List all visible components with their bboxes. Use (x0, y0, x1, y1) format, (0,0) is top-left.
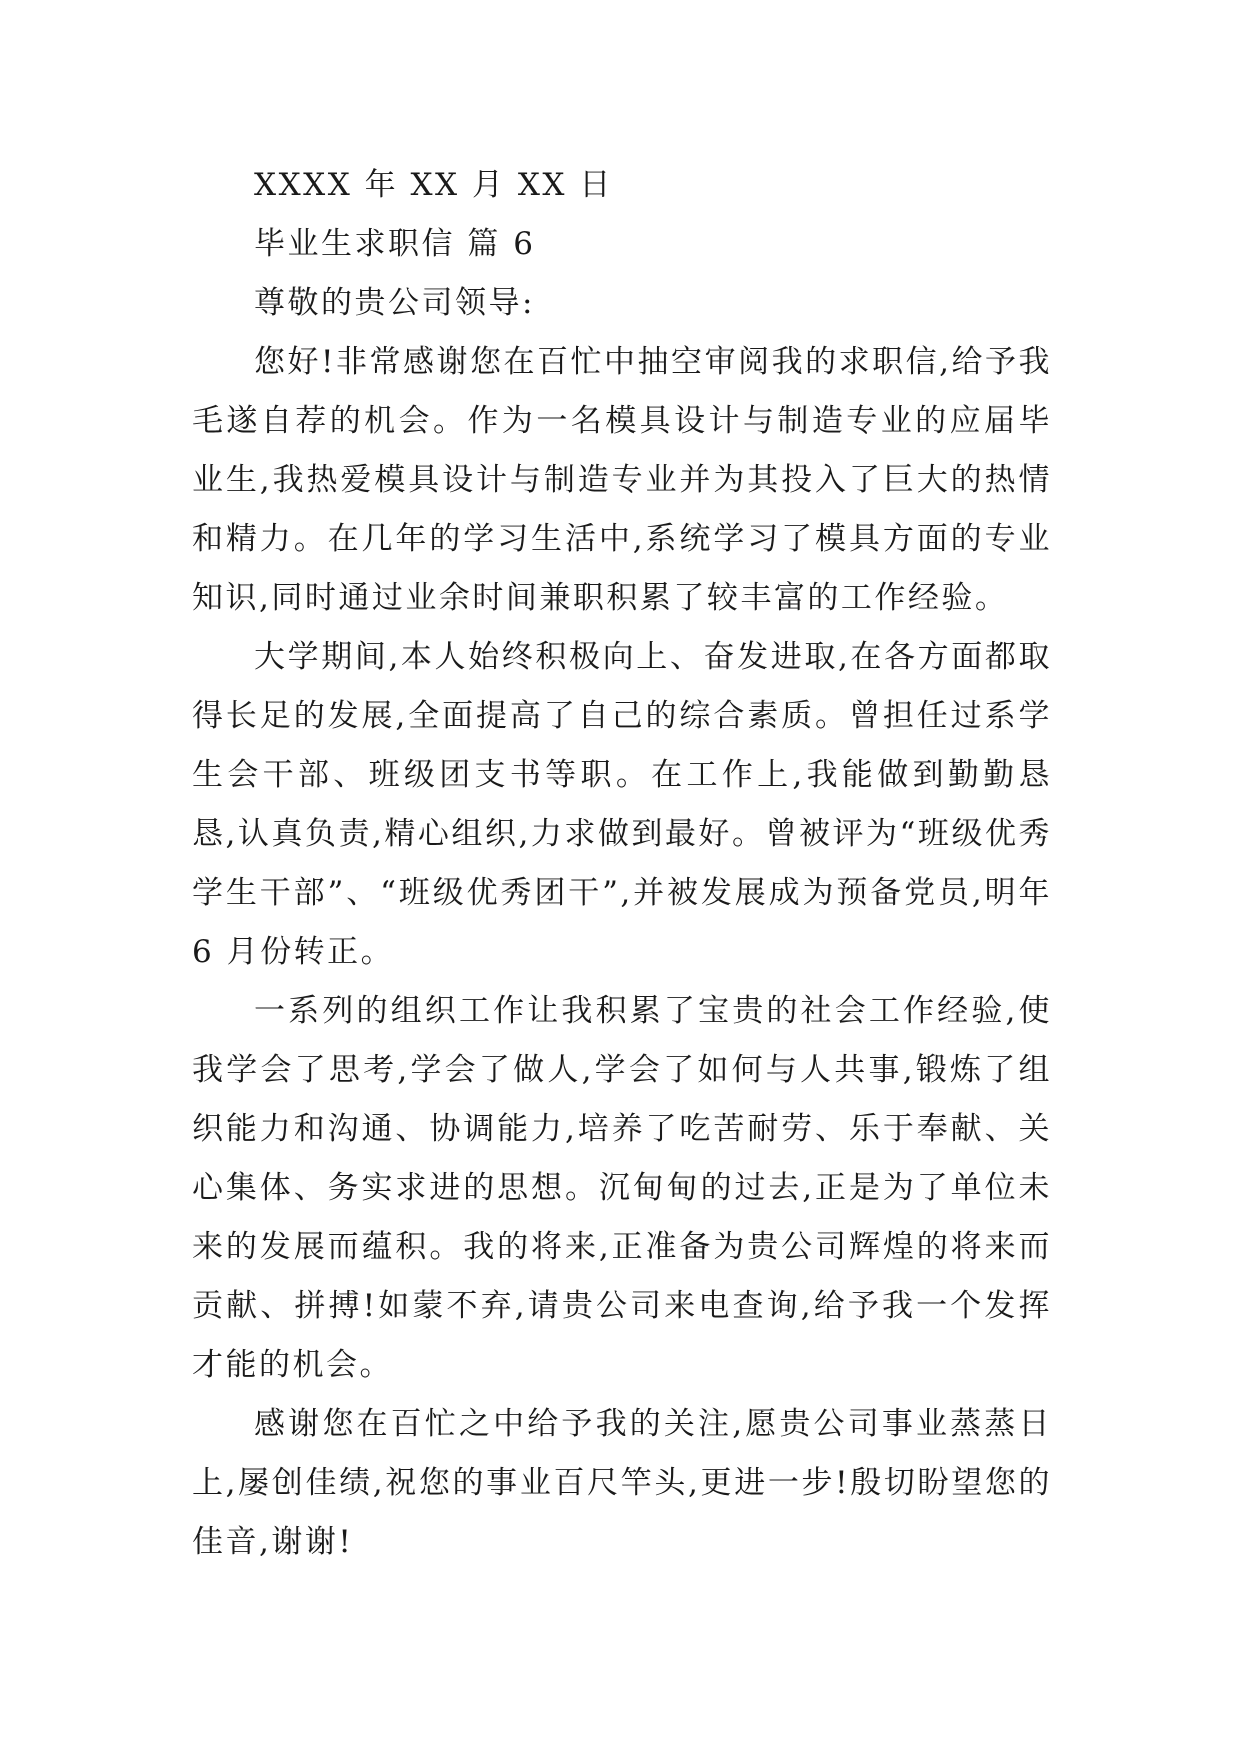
paragraph-2: 大学期间,本人始终积极向上、奋发进取,在各方面都取得长足的发展,全面提高了自己的综合素质。曾担任过系学生会干部、班级团支书等职。在工作上,我能做到勤勤恳恳,认真负责,精心组织,力求做到最好。曾被评为“班级优秀学生干部”、“班级优秀团干”,并被发展成为预备党员,明年 6 月份转正。 (192, 639, 1052, 970)
paragraph-4: 感谢您在百忙之中给予我的关注,愿贵公司事业蒸蒸日上,屡创佳绩,祝您的事业百尺竿头,更进一步!殷切盼望您的佳音,谢谢! (192, 1406, 1052, 1560)
paragraph-1: 您好!非常感谢您在百忙中抽空审阅我的求职信,给予我毛遂自荐的机会。作为一名模具设计与制造专业的应届毕业生,我热爱模具设计与制造专业并为其投入了巨大的热情和精力。在几年的学习生活中,系统学习了模具方面的专业知识,同时通过业余时间兼职积累了较丰富的工作经验。 (192, 344, 1052, 616)
letter-body (192, 156, 1052, 1572)
date-line: XXXX 年 XX 月 XX 日 (254, 167, 613, 203)
salutation: 尊敬的贵公司领导: (254, 285, 535, 321)
letter-title: 毕业生求职信 篇 6 (254, 226, 536, 262)
paragraph-3: 一系列的组织工作让我积累了宝贵的社会工作经验,使我学会了思考,学会了做人,学会了如何与人共事,锻炼了组织能力和沟通、协调能力,培养了吃苦耐劳、乐于奉献、关心集体、务实求进的思想。沉甸甸的过去,正是为了单位未来的发展而蕴积。我的将来,正准备为贵公司辉煌的将来而贡献、拼搏!如蒙不弃,请贵公司来电查询,给予我一个发挥才能的机会。 (192, 993, 1052, 1383)
